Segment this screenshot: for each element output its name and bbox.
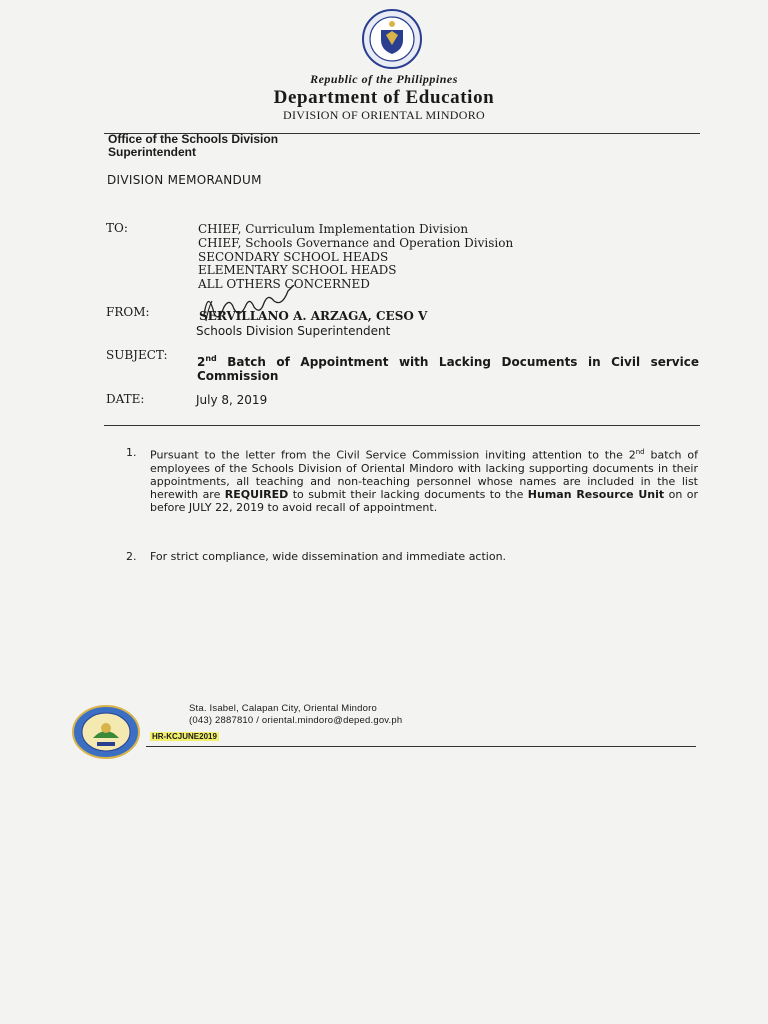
footer-divider (146, 746, 696, 747)
recipient-line: CHIEF, Schools Governance and Operation Division (198, 235, 514, 250)
recipient-line: CHIEF, Curriculum Implementation Division (198, 222, 469, 236)
sender-name: SERVILLANO A. ARZAGA, CESO V (199, 309, 428, 323)
department-heading: Department of Education (273, 87, 495, 108)
subject-text (197, 352, 699, 383)
division-heading: DIVISION OF ORIENTAL MINDORO (283, 108, 485, 122)
sender-title: Schools Division Superintendent (196, 324, 391, 338)
paragraph-text: batch of employees of the Schools Division of Oriental Mindoro with lacking supporting documents in their appointments, all teaching and non-teaching personnel whose names are included in the list herewith are (150, 448, 698, 502)
date-label: DATE: (106, 392, 145, 406)
footer-contact: (043) 2887810 / oriental.mindoro@deped.gov.ph (189, 715, 403, 726)
subject-ordinal: nd (205, 354, 217, 363)
item-number: 1. (126, 446, 137, 459)
memo-type: DIVISION MEMORANDUM (107, 173, 262, 187)
fields-divider (104, 425, 700, 426)
office-name: Office of the Schools Division Superintendent (108, 132, 279, 159)
to-label: TO: (106, 221, 128, 235)
reference-code: HR-KCJUNE2019 (152, 732, 217, 741)
from-label: FROM: (106, 305, 150, 319)
subject-body: Batch of Appointment with Lacking Documents in Civil service Commission (197, 355, 699, 383)
paragraph-text: Pursuant to the letter from the Civil Service Commission inviting attention to the 2 (150, 448, 636, 462)
body-paragraph-1 (150, 446, 698, 515)
memo-date: July 8, 2019 (196, 393, 268, 407)
recipient-line: ELEMENTARY SCHOOL HEADS (198, 263, 397, 278)
ordinal-suffix: nd (635, 448, 645, 456)
deped-seal-logo (349, 8, 435, 70)
recipient-line: ALL OTHERS CONCERNED (198, 277, 370, 292)
subject-label: SUBJECT: (106, 348, 168, 362)
required-emphasis: REQUIRED (224, 488, 289, 502)
footer-address: Sta. Isabel, Calapan City, Oriental Mindoro (189, 703, 377, 714)
recipient-line: SECONDARY SCHOOL HEADS (198, 249, 389, 264)
item-number: 2. (126, 550, 137, 563)
paragraph-text: to submit their lacking documents to the (288, 488, 528, 502)
subject-number: 2 (197, 355, 206, 369)
division-seal-logo (71, 704, 141, 760)
recipient-list (198, 223, 513, 292)
body-paragraph-2: For strict compliance, wide dissemination and immediate action. (150, 550, 507, 563)
paragraph-text: on or before JULY 22, 2019 to avoid recall of appointment. (150, 488, 699, 515)
republic-heading: Republic of the Philippines (310, 72, 458, 86)
hr-unit-emphasis: Human Resource Unit (527, 488, 665, 502)
